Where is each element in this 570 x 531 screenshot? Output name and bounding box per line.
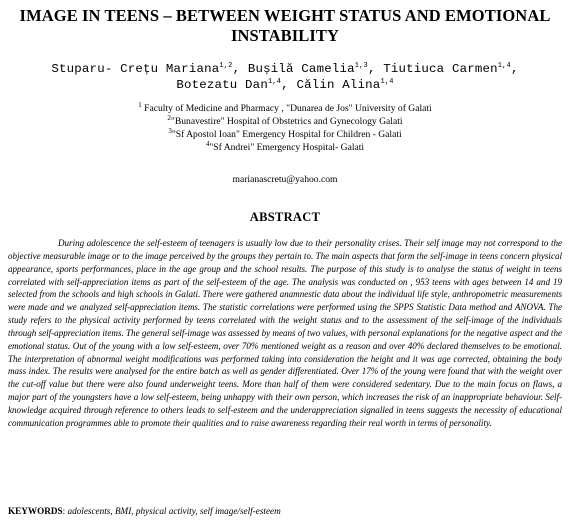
- affiliation-text: "Bunavestire" Hospital of Obstetrics and Gynecology Galati: [170, 116, 403, 127]
- author-list-line-1: Stuparu- Crețu Mariana$^{1,2}$, Bușilă Camelia$^{1,3}$, Tiutiuca Carmen$^{1,4}$,: [51, 61, 519, 76]
- affiliation: [10, 128, 560, 141]
- affiliation: [10, 141, 560, 154]
- author-name: Bușilă Camelia: [247, 62, 355, 76]
- author-affiliation-mark: 1,4: [380, 77, 394, 86]
- author-list-line-2: Botezatu Dan$^{1,4}$, Călin Alina$^{1,4}$: [176, 77, 394, 92]
- author-name: Tiutiuca Carmen: [383, 62, 498, 76]
- abstract-heading: ABSTRACT: [249, 210, 321, 224]
- paper-title-line-1: IMAGE IN TEENS – BETWEEN WEIGHT STATUS AND EMOTIONAL: [19, 6, 551, 25]
- affiliation-number: 1: [138, 100, 142, 109]
- author-affiliation-mark: 1,3: [354, 61, 368, 70]
- abstract-body: During adolescence the self-esteem of teenagers is usually low due to their personality crises. Their self image may not correspond to the objective measurable image or to the image perceived by the groups they pertain to. The main aspects that form the self-image in teens concern physical appearance, sports performances, place in the age group and the school results. The purpose of this study is to analyse the status of weight in teens correlated with self-appreciation items as part of the self-esteem of the age. The analysis was conducted on , 953 teens with ages between 14 and 19 selected from the schools and high schools in Galati. There were gathered anamnestic data about the individual life style, anthropometric measurements were made and we analyzed self-appreciation items. The statistic correlations were performed using the SPPS Statistic Data method and ANOVA. The study refers to the physical activity performed by teens correlated with the weight status and to the assessment of the self-image of the individuals through self-appreciation items. The general self-image was assessed by means of two values, with personal explanations for the negative aspect and the emotional status. Out of the young with a low self-esteem, over 70% mentioned weight as a reason and over 40% declared themselves to be emotional. The interpretation of abnormal weight modifications was performed taking into consideration the height and it was age corrected, obtaining the body mass index. The results were analysed for the entire batch as well as gender differentiated. Over 17% of the young were found that with the weight over the cut-off value but there were also found underweight teens. More than half of them were considered sedentary. Due to the main focus on flaws, a major part of the youngsters have a low self-esteem, being unhappy with their own person, which increases the risk of an inappropriate behaviour. Self-knowledge acquired through reference to others leads to self-esteem and the underappreciation signalled in teens suggests the necessity of educational communication programmes able to promote their qualities and to raise awareness regarding their real worth in terms of personality.: [8, 238, 562, 428]
- affiliation-number: 4: [205, 139, 210, 148]
- keywords-separator: :: [62, 506, 68, 516]
- author-affiliation-mark: 1,4: [267, 77, 282, 86]
- keywords-line: [8, 505, 562, 518]
- keywords-list: adolescents, BMI, physical activity, self image/self-esteem: [67, 506, 281, 516]
- affiliation-text: "Sf Andrei" Emergency Hospital- Galati: [209, 142, 365, 153]
- author-name: Călin Alina: [296, 78, 381, 92]
- contact-email: marianascretu@yahoo.com: [232, 174, 338, 185]
- paper-title-line-2: INSTABILITY: [230, 26, 340, 45]
- affiliation: [10, 115, 560, 128]
- affiliation-number: 2: [167, 113, 171, 122]
- affiliation-number: 3: [168, 126, 172, 135]
- author-affiliation-mark: 1,4: [497, 61, 511, 70]
- affiliation: [10, 102, 560, 115]
- affiliation-text: Faculty of Medicine and Pharmacy , "Dunarea de Jos" University of Galati: [144, 103, 432, 114]
- author-name: Stuparu- Crețu Mariana: [51, 62, 220, 76]
- author-affiliation-mark: 1,2: [219, 61, 233, 70]
- affiliation-text: "Sf Apostol Ioan" Emergency Hospital for Children - Galati: [171, 129, 402, 140]
- keywords-label: KEYWORDS: [8, 506, 63, 516]
- author-name: Botezatu Dan: [176, 78, 268, 92]
